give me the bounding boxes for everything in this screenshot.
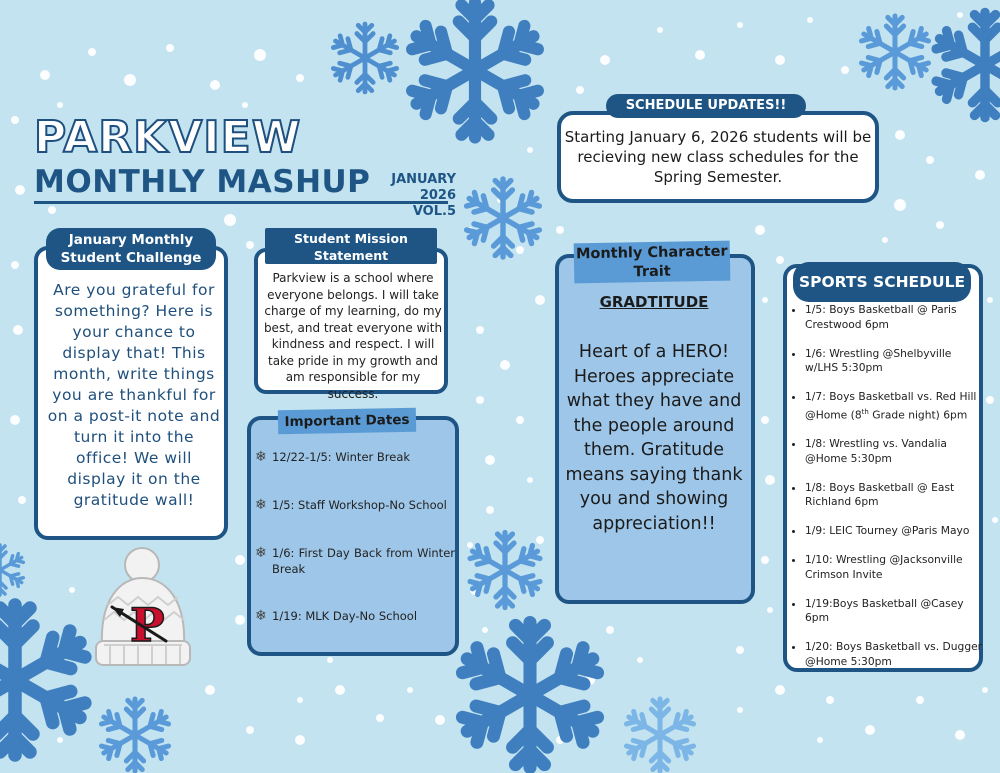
snowflake-icon: ❄ (255, 608, 267, 624)
challenge-heading: January Monthly Student Challenge (46, 228, 216, 270)
date-item: ❄ 1/6: First Day Back from Winter Break (255, 545, 455, 576)
list-item: • 1/6: Wrestling @Shelbyville w/LHS 5:30pm (805, 347, 985, 376)
list-item: • 1/5: Boys Basketball @ Paris Crestwood 6pm (805, 303, 985, 332)
newsletter-subtitle: MONTHLY MASHUP (34, 164, 371, 200)
date-item: ❄ 12/22-1/5: Winter Break (255, 449, 411, 465)
mission-body: Parkview is a school where everyone belongs. I will take charge of my learning, do my best, and treat everyone with kindness and respect. I will take pride in my growth and am responsible for my success. (263, 271, 443, 401)
issue-info (352, 172, 456, 220)
beanie-logo-icon (90, 545, 200, 670)
svg-text:P: P (130, 598, 165, 652)
issue-volume: VOL.5 (412, 204, 456, 219)
newsletter-title: PARKVIEW (34, 112, 302, 163)
mission-heading: Student Mission Statement (265, 228, 437, 264)
list-item: • 1/9: LEIC Tourney @Paris Mayo (805, 524, 985, 539)
issue-date: JANUARY 2026 (391, 172, 456, 203)
list-item: • 1/20: Boys Basketball vs. Dugger @Home 5:30pm (805, 640, 985, 669)
list-item: • 1/8: Wrestling vs. Vandalia @Home 5:30pm (805, 437, 985, 466)
trait-word: GRADTITUDE (599, 293, 709, 311)
list-item: • 1/19:Boys Basketball @Casey 6pm (805, 597, 985, 626)
updates-body: Starting January 6, 2026 students will be recieving new class schedules for the Spring Semester. (564, 128, 872, 186)
list-item: • 1/8: Boys Basketball @ East Richland 6pm (805, 481, 985, 510)
updates-heading: SCHEDULE UPDATES!! (606, 94, 806, 118)
trait-body: Heart of a HERO! Heroes appreciate what they have and the people around them. Gratitude means saying thank you and showing appreciation!! (565, 342, 743, 534)
challenge-body: Are you grateful for something? Here is your chance to display that! This month, write things you are thankful for on a post-it note and turn it into the office! We will display it on the gratitude wall! (47, 281, 221, 509)
list-item: • 1/10: Wrestling @Jacksonville Crimson Invite (805, 553, 985, 582)
list-item: • 1/7: Boys Basketball vs. Red Hill @Home (8th Grade night) 6pm (805, 390, 985, 423)
snowflake-icon: ❄ (255, 545, 267, 561)
snowflake-icon: ❄ (255, 497, 267, 513)
sports-list (790, 303, 985, 684)
trait-heading: Monthly Character Trait (574, 241, 731, 284)
date-item: ❄ 1/19: MLK Day-No School (255, 608, 418, 624)
sports-heading: SPORTS SCHEDULE (793, 262, 971, 302)
snowflake-icon: ❄ (255, 449, 267, 465)
dates-heading: Important Dates (278, 408, 416, 434)
date-item: ❄ 1/5: Staff Workshop-No School (255, 497, 447, 513)
